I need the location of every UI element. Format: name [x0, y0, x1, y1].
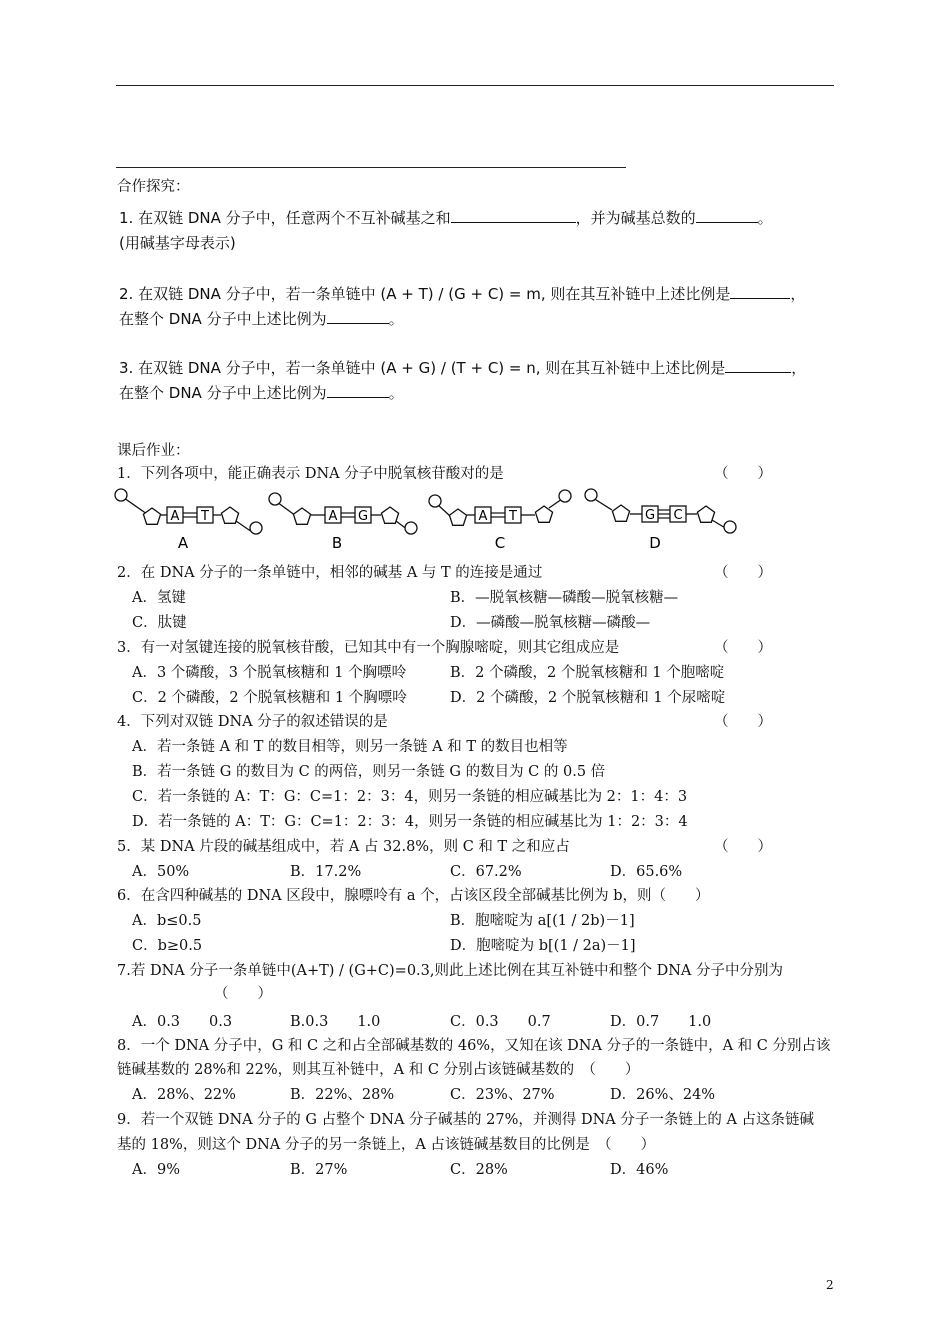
- q5-option-d[interactable]: D．65.6%: [610, 864, 683, 880]
- q8-option-c[interactable]: C．23%、27%: [450, 1087, 555, 1103]
- q8-option-d[interactable]: D．26%、24%: [610, 1087, 716, 1103]
- q6-stem: 6．在含四种碱基的 DNA 区段中，腺嘌呤有 a 个，占该区段全部碱基比例为 b，则（ ）: [117, 888, 710, 904]
- q2-option-c[interactable]: C．肽键: [132, 615, 187, 631]
- option-c-diagram: [429, 490, 571, 552]
- coop-q1-note: (用碱基字母表示): [119, 234, 236, 252]
- q3-stem: 3．有一对氢键连接的脱氧核苷酸，已知其中有一个胸腺嘧啶，则其它组成应是: [117, 640, 620, 656]
- base-label: G: [357, 509, 369, 524]
- q5-option-c[interactable]: C．67.2%: [450, 864, 522, 880]
- base-label: A: [478, 509, 488, 524]
- q2-paren: （ ）: [714, 565, 772, 581]
- base-label: C: [673, 508, 683, 523]
- q4-option-a[interactable]: A．若一条链 A 和 T 的数目相等，则另一条链 A 和 T 的数目也相等: [132, 739, 568, 755]
- nucleotide-pair-diagrams: [110, 484, 760, 552]
- q3-option-c[interactable]: C．2 个磷酸，2 个脱氧核糖和 1 个胸嘌呤: [132, 690, 407, 706]
- q4-paren: （ ）: [714, 714, 772, 730]
- answer-blank[interactable]: [730, 284, 790, 299]
- q2-stem: 2．在 DNA 分子的一条单链中，相邻的碱基 A 与 T 的连接是通过: [117, 565, 543, 581]
- q9-option-c[interactable]: C．28%: [450, 1162, 508, 1178]
- coop-heading: 合作探究：: [117, 179, 190, 195]
- q7-option-a[interactable]: A．0.3 0.3: [132, 1014, 233, 1030]
- q1-stem: 1．下列各项中，能正确表示 DNA 分子中脱氧核苷酸对的是: [117, 466, 504, 482]
- base-label: T: [509, 509, 517, 524]
- coop-q1: 1. 在双链 DNA 分子中，任意两个不互补碱基之和 ，并为碱基总数的 。: [119, 209, 773, 227]
- coop-q3: 3. 在双链 DNA 分子中，若一条单链中 (A + G) / (T + C) = n, 则在其互补链中上述比例是 ，: [119, 359, 807, 377]
- q4-option-c[interactable]: C．若一条链的 A：T：G：C=1：2：3：4，则另一条链的相应碱基比为 2：1：4：3: [132, 789, 688, 805]
- base-label: A: [170, 509, 180, 524]
- q7-option-b[interactable]: B.0.3 1.0: [290, 1014, 381, 1030]
- q2-option-a[interactable]: A．氢键: [132, 590, 186, 606]
- coop-q2-line2: 在整个 DNA 分子中上述比例为 。: [119, 310, 404, 328]
- option-b-diagram: [269, 493, 417, 552]
- q5-paren: （ ）: [714, 839, 772, 855]
- option-letter: C: [494, 534, 506, 552]
- q3-option-a[interactable]: A．3 个磷酸，3 个脱氧核糖和 1 个胸嘌呤: [132, 665, 407, 681]
- q7-option-c[interactable]: C．0.3 0.7: [450, 1014, 551, 1030]
- option-letter: B: [331, 534, 343, 552]
- q9-option-a[interactable]: A．9%: [132, 1162, 180, 1178]
- option-d-diagram: [585, 489, 736, 552]
- q9-option-d[interactable]: D．46%: [610, 1162, 669, 1178]
- q6-option-c[interactable]: C．b≥0.5: [132, 938, 203, 954]
- q3-option-d[interactable]: D．2 个磷酸，2 个脱氧核糖和 1 个尿嘧啶: [450, 690, 726, 706]
- q8-stem-line2: 链碱基数的 28%和 22%，则其互补链中，A 和 C 分别占该链碱基数的 （ ）: [117, 1062, 640, 1078]
- q6-option-a[interactable]: A．b≤0.5: [132, 913, 202, 929]
- base-label: A: [328, 509, 338, 524]
- answer-blank[interactable]: [725, 358, 791, 373]
- q8-option-b[interactable]: B．22%、28%: [290, 1087, 395, 1103]
- answer-blank[interactable]: [696, 208, 758, 223]
- q8-stem-line1: 8．一个 DNA 分子中，G 和 C 之和占全部碱基数的 46%，又知在该 DNA 分子的一条链中，A 和 C 分别占该: [117, 1038, 831, 1054]
- q7-option-d[interactable]: D．0.7 1.0: [610, 1014, 712, 1030]
- q7-stem: 7.若 DNA 分子一条单链中(A+T) / (G+C)=0.3,则此上述比例在其互补链中和整个 DNA 分子中分别为: [117, 963, 784, 979]
- answer-blank[interactable]: [327, 383, 389, 398]
- q9-stem-line1: 9．若一个双链 DNA 分子的 G 占整个 DNA 分子碱基的 27%，并测得 DNA 分子一条链上的 A 占这条链碱: [117, 1112, 815, 1128]
- q1-paren: （ ）: [714, 466, 772, 482]
- q5-option-a[interactable]: A．50%: [132, 864, 190, 880]
- page-number: 2: [826, 1278, 834, 1292]
- q3-option-b[interactable]: B．2 个磷酸，2 个脱氧核糖和 1 个胞嘧啶: [450, 665, 725, 681]
- q2-option-b[interactable]: B．—脱氧核糖—磷酸—脱氧核糖—: [450, 590, 679, 606]
- q9-stem-line2: 基的 18%，则这个 DNA 分子的另一条链上，A 占该链碱基数目的比例是 （ ）: [117, 1137, 656, 1153]
- q5-stem: 5．某 DNA 片段的碱基组成中，若 A 占 32.8%，则 C 和 T 之和应占: [117, 839, 570, 855]
- q4-stem: 4．下列对双链 DNA 分子的叙述错误的是: [117, 714, 388, 730]
- option-a-diagram: [115, 489, 262, 552]
- q4-option-b[interactable]: B．若一条链 G 的数目为 C 的两倍，则另一条链 G 的数目为 C 的 0.5 倍: [132, 764, 606, 780]
- homework-heading: 课后作业：: [117, 443, 190, 459]
- q7-paren: （ ）: [214, 986, 272, 1002]
- q9-option-b[interactable]: B．27%: [290, 1162, 348, 1178]
- q3-paren: （ ）: [714, 640, 772, 656]
- answer-blank[interactable]: [451, 208, 576, 223]
- option-letter: A: [177, 534, 189, 552]
- q6-option-b[interactable]: B．胞嘧啶为 a[(1 / 2b)－1]: [450, 913, 635, 929]
- coop-q3-line2: 在整个 DNA 分子中上述比例为 。: [119, 384, 404, 402]
- section-rule: [116, 167, 626, 168]
- q8-option-a[interactable]: A．28%、22%: [132, 1087, 236, 1103]
- answer-blank[interactable]: [327, 309, 389, 324]
- q6-option-d[interactable]: D．胞嘧啶为 b[(1 / 2a)－1]: [450, 938, 636, 954]
- q2-option-d[interactable]: D．—磷酸—脱氧核糖—磷酸—: [450, 615, 651, 631]
- base-label: T: [201, 509, 209, 524]
- base-label: G: [644, 508, 656, 523]
- header-rule: [116, 85, 834, 86]
- q5-option-b[interactable]: B．17.2%: [290, 864, 362, 880]
- option-letter: D: [649, 534, 661, 552]
- q4-option-d[interactable]: D．若一条链的 A：T：G：C=1：2：3：4，则另一条链的相应碱基比为 1：2：3：4: [132, 814, 688, 830]
- coop-q2: 2. 在双链 DNA 分子中，若一条单链中 (A + T) / (G + C) = m, 则在其互补链中上述比例是 ，: [119, 285, 806, 303]
